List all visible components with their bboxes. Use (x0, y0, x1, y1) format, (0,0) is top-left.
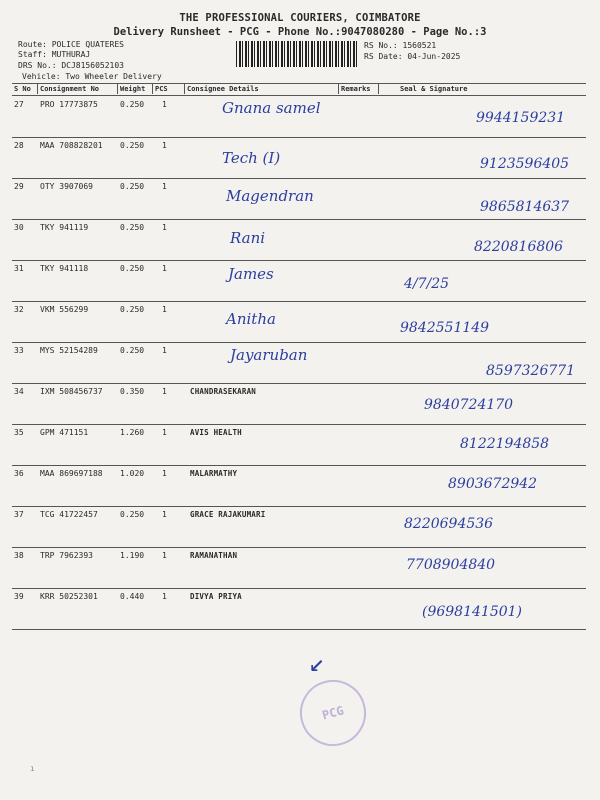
handwritten-consignee-name: Jayaruban (230, 346, 308, 364)
row-consignment-no: OTY 3907069 (40, 182, 93, 191)
row-weight: 0.250 (120, 223, 145, 232)
handwritten-consignee-name: Tech (I) (222, 149, 281, 167)
handwritten-signature-phone: 9123596405 (480, 156, 570, 172)
row-pcs: 1 (162, 551, 167, 560)
handwritten-signature-phone: (9698141501) (422, 604, 522, 620)
row-sno: 33 (14, 346, 24, 355)
handwritten-consignee-name: Gnana samel (222, 99, 321, 117)
row-sno: 34 (14, 387, 24, 396)
rs-date: RS Date: 04-Jun-2025 (364, 52, 461, 61)
row-weight: 0.440 (120, 592, 145, 601)
row-consignee-name: GRACE RAJAKUMARI (190, 510, 266, 519)
row-consignee-name: AVIS HEALTH (190, 428, 242, 437)
row-sno: 28 (14, 141, 24, 150)
handwritten-signature-phone: 7708904840 (406, 557, 496, 573)
col-header-consignment: Consignment No (40, 85, 100, 93)
col-header-seal: Seal & Signature (400, 85, 468, 93)
row-pcs: 1 (162, 223, 167, 232)
handwritten-signature-phone: 8220694536 (404, 516, 494, 532)
row-consignment-no: TRP 7962393 (40, 551, 93, 560)
row-divider (12, 260, 586, 261)
col-header-weight: Weight (120, 85, 146, 93)
row-pcs: 1 (162, 141, 167, 150)
row-sno: 35 (14, 428, 24, 437)
handwritten-signature-phone: 8903672942 (448, 476, 538, 492)
row-weight: 0.250 (120, 100, 145, 109)
handwritten-signature-phone: 9944159231 (476, 110, 566, 126)
row-weight: 0.250 (120, 305, 145, 314)
row-divider (12, 588, 586, 589)
row-pcs: 1 (162, 100, 167, 109)
row-divider (12, 178, 586, 179)
row-pcs: 1 (162, 592, 167, 601)
handwritten-consignee-name: Rani (230, 229, 266, 247)
row-divider (12, 465, 586, 466)
row-consignment-no: MYS 52154289 (40, 346, 98, 355)
runsheet-subtitle: Delivery Runsheet - PCG - Phone No.:9047080280 - Page No.:3 (113, 26, 487, 38)
col-header-remarks: Remarks (341, 85, 371, 93)
row-sno: 32 (14, 305, 24, 314)
col-divider (152, 84, 153, 94)
row-consignment-no: KRR 50252301 (40, 592, 98, 601)
vehicle-label: Vehicle: Two Wheeler Delivery (22, 72, 162, 81)
row-consignment-no: TKY 941118 (40, 264, 89, 273)
row-consignment-no: IXM 508456737 (40, 387, 103, 396)
row-divider (12, 301, 586, 302)
row-sno: 38 (14, 551, 24, 560)
row-divider (12, 424, 586, 425)
row-sno: 27 (14, 100, 24, 109)
row-pcs: 1 (162, 264, 167, 273)
col-divider (184, 84, 185, 94)
handwritten-signature-phone: 4/7/25 (404, 276, 450, 292)
row-pcs: 1 (162, 469, 167, 478)
row-consignment-no: TKY 941119 (40, 223, 89, 232)
row-consignment-no: MAA 869697188 (40, 469, 103, 478)
handwritten-consignee-name: Anitha (226, 310, 276, 328)
col-divider (37, 84, 38, 94)
handwritten-signature-phone: 9842551149 (400, 320, 490, 336)
row-weight: 0.250 (120, 264, 145, 273)
row-consignment-no: TCG 41722457 (40, 510, 98, 519)
row-weight: 0.250 (120, 141, 145, 150)
staff-label: Staff: MUTHURAJ (18, 50, 91, 59)
rs-number: RS No.: 1560521 (364, 41, 437, 50)
row-divider (12, 137, 586, 138)
row-pcs: 1 (162, 387, 167, 396)
row-consignment-no: PRO 17773875 (40, 100, 98, 109)
row-consignee-name: RAMANATHAN (190, 551, 238, 560)
row-pcs: 1 (162, 346, 167, 355)
handwritten-arrow-icon: ↙ (309, 648, 325, 678)
row-sno: 29 (14, 182, 24, 191)
company-title: THE PROFESSIONAL COURIERS, COIMBATORE (179, 12, 421, 24)
handwritten-signature-phone: 9840724170 (424, 397, 514, 413)
row-pcs: 1 (162, 510, 167, 519)
row-consignee-name: DIVYA PRIYA (190, 592, 242, 601)
row-divider (12, 506, 586, 507)
margin-mark: ı (30, 764, 35, 773)
handwritten-signature-phone: 8122194858 (460, 436, 550, 452)
row-consignee-name: MALARMATHY (190, 469, 238, 478)
row-divider (12, 629, 586, 630)
col-header-sno: S No (14, 85, 31, 93)
header-bottom-rule (12, 95, 586, 96)
drs-label: DRS No.: DCJ8156052103 (18, 61, 124, 70)
row-sno: 39 (14, 592, 24, 601)
row-divider (12, 342, 586, 343)
row-weight: 1.020 (120, 469, 145, 478)
row-sno: 36 (14, 469, 24, 478)
col-divider (338, 84, 339, 94)
row-weight: 1.260 (120, 428, 145, 437)
col-divider (117, 84, 118, 94)
row-pcs: 1 (162, 305, 167, 314)
row-consignment-no: MAA 708828201 (40, 141, 103, 150)
row-weight: 1.190 (120, 551, 145, 560)
col-header-pcs: PCS (155, 85, 168, 93)
row-sno: 30 (14, 223, 24, 232)
row-weight: 0.250 (120, 182, 145, 191)
row-consignment-no: GPM 471151 (40, 428, 89, 437)
pcg-stamp: PCG (293, 673, 374, 754)
col-divider (378, 84, 379, 94)
row-pcs: 1 (162, 428, 167, 437)
row-weight: 0.250 (120, 346, 145, 355)
row-pcs: 1 (162, 182, 167, 191)
row-consignee-name: CHANDRASEKARAN (190, 387, 257, 396)
barcode (236, 41, 358, 67)
handwritten-signature-phone: 9865814637 (480, 199, 570, 215)
row-sno: 31 (14, 264, 24, 273)
row-divider (12, 383, 586, 384)
row-weight: 0.350 (120, 387, 145, 396)
handwritten-consignee-name: James (228, 265, 274, 283)
handwritten-consignee-name: Magendran (226, 187, 314, 205)
route-label: Route: POLICE QUATERES (18, 40, 124, 49)
col-header-consignee: Consignee Details (187, 85, 259, 93)
row-weight: 0.250 (120, 510, 145, 519)
row-divider (12, 219, 586, 220)
handwritten-signature-phone: 8597326771 (486, 363, 576, 379)
header-top-rule (12, 83, 586, 84)
row-consignment-no: VKM 556299 (40, 305, 89, 314)
row-sno: 37 (14, 510, 24, 519)
handwritten-signature-phone: 8220816806 (474, 239, 564, 255)
row-divider (12, 547, 586, 548)
